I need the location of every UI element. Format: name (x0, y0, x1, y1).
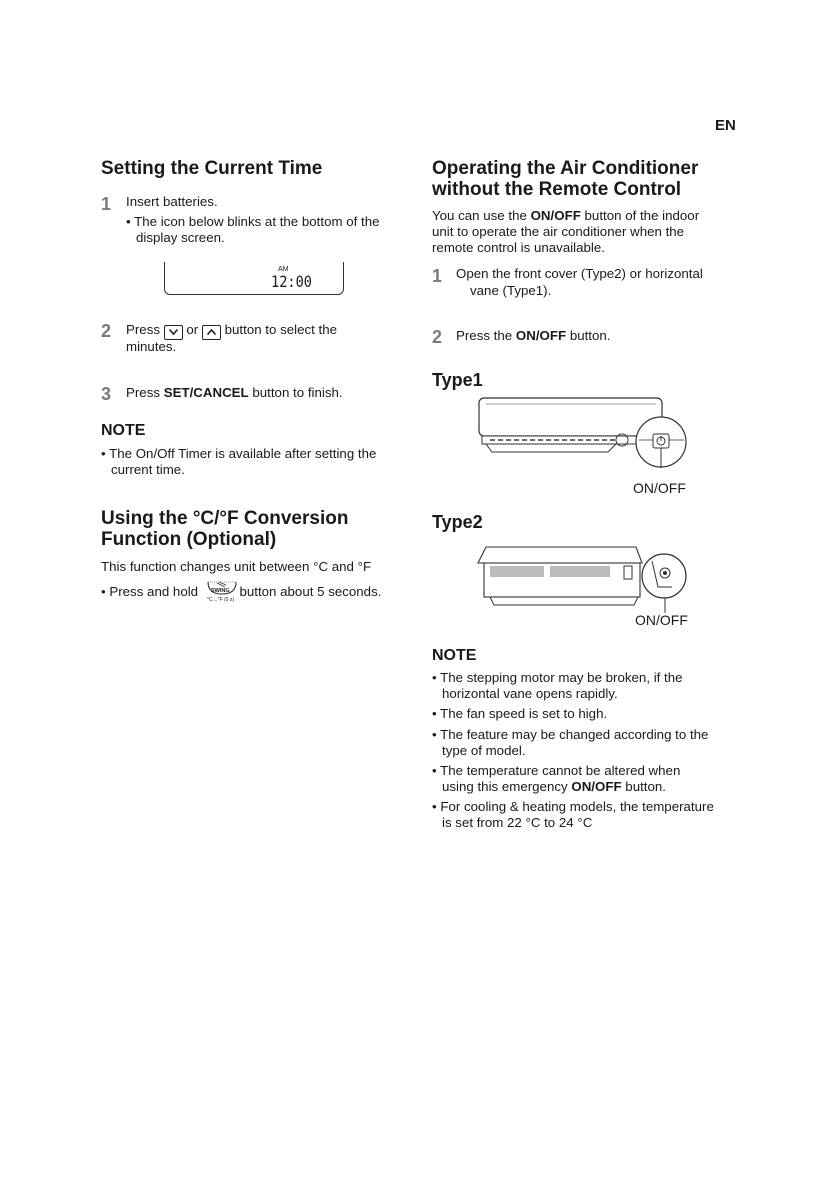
note-bullet: • The temperature cannot be altered when (432, 763, 681, 778)
language-label: EN (715, 117, 736, 134)
lcd-am-indicator: AM (278, 266, 289, 273)
operating-heading: Operating the Air Conditioner (432, 158, 699, 179)
type1-onoff-label: ON/OFF (633, 480, 686, 496)
conversion-heading-cont: Function (Optional) (101, 529, 277, 550)
chevron-down-icon (164, 325, 183, 340)
swing-label: SWING (211, 588, 230, 594)
conversion-heading: Using the °C/°F Conversion (101, 508, 349, 529)
note-bullet: • The On/Off Timer is available after setting the (101, 446, 377, 461)
step-number: 1 (432, 266, 443, 286)
note-bullet: • The stepping motor may be broken, if the (432, 670, 683, 685)
step1-text: Insert batteries. (126, 194, 218, 209)
note-heading: NOTE (101, 422, 146, 439)
operating-intro: You can use the ON/OFF button of the indoor (432, 208, 700, 223)
operating-intro-line3: remote control is unavailable. (432, 240, 605, 255)
step1-bullet-cont: display screen. (136, 230, 225, 245)
chevron-up-icon (202, 325, 221, 340)
op-step1-text-cont: vane (Type1). (470, 283, 552, 298)
swing-button-icon (205, 578, 239, 604)
op-step1-text: Open the front cover (Type2) or horizontal (456, 266, 703, 281)
lcd-time: 12:00 (271, 272, 312, 291)
note-bullet-cont: current time. (111, 462, 185, 477)
step-number: 1 (101, 194, 112, 214)
step-number: 2 (101, 321, 112, 341)
op-step2-text: Press the ON/OFF button. (456, 328, 611, 343)
type2-onoff-label: ON/OFF (635, 612, 688, 628)
type1-indoor-unit-illustration (476, 396, 701, 468)
note-bullet-cont: using this emergency ON/OFF button. (442, 779, 666, 794)
note-bullet: • The feature may be changed according to the (432, 727, 709, 742)
note-bullet-cont: is set from 22 °C to 24 °C (442, 815, 593, 830)
note-heading: NOTE (432, 647, 477, 664)
step-number: 3 (101, 384, 112, 404)
type1-heading: Type1 (432, 370, 483, 390)
note-bullet: • For cooling & heating models, the temperature (432, 799, 714, 814)
conversion-desc: This function changes unit between °C and °F (101, 559, 372, 574)
note-bullet-cont: type of model. (442, 743, 526, 758)
setting-time-heading: Setting the Current Time (101, 158, 323, 179)
step3-text: Press SET/CANCEL button to finish. (126, 385, 343, 400)
swing-sublabel: °C↔°F (5 s) (207, 597, 235, 603)
lcd-display (164, 262, 344, 295)
type2-heading: Type2 (432, 512, 483, 532)
operating-heading-cont: without the Remote Control (432, 179, 682, 200)
operating-intro-line2: unit to operate the air conditioner when the (432, 224, 685, 239)
step2-text-cont: minutes. (126, 339, 177, 354)
step1-bullet: • The icon below blinks at the bottom of the (126, 214, 380, 229)
note-bullet: • The fan speed is set to high. (432, 706, 608, 721)
conversion-bullet: • Press and hold button about 5 seconds. (101, 584, 382, 599)
note-bullet-cont: horizontal vane opens rapidly. (442, 686, 618, 701)
step2-text: Press or button to select the (126, 322, 337, 340)
step-number: 2 (432, 327, 443, 347)
type2-indoor-unit-illustration (476, 543, 696, 615)
